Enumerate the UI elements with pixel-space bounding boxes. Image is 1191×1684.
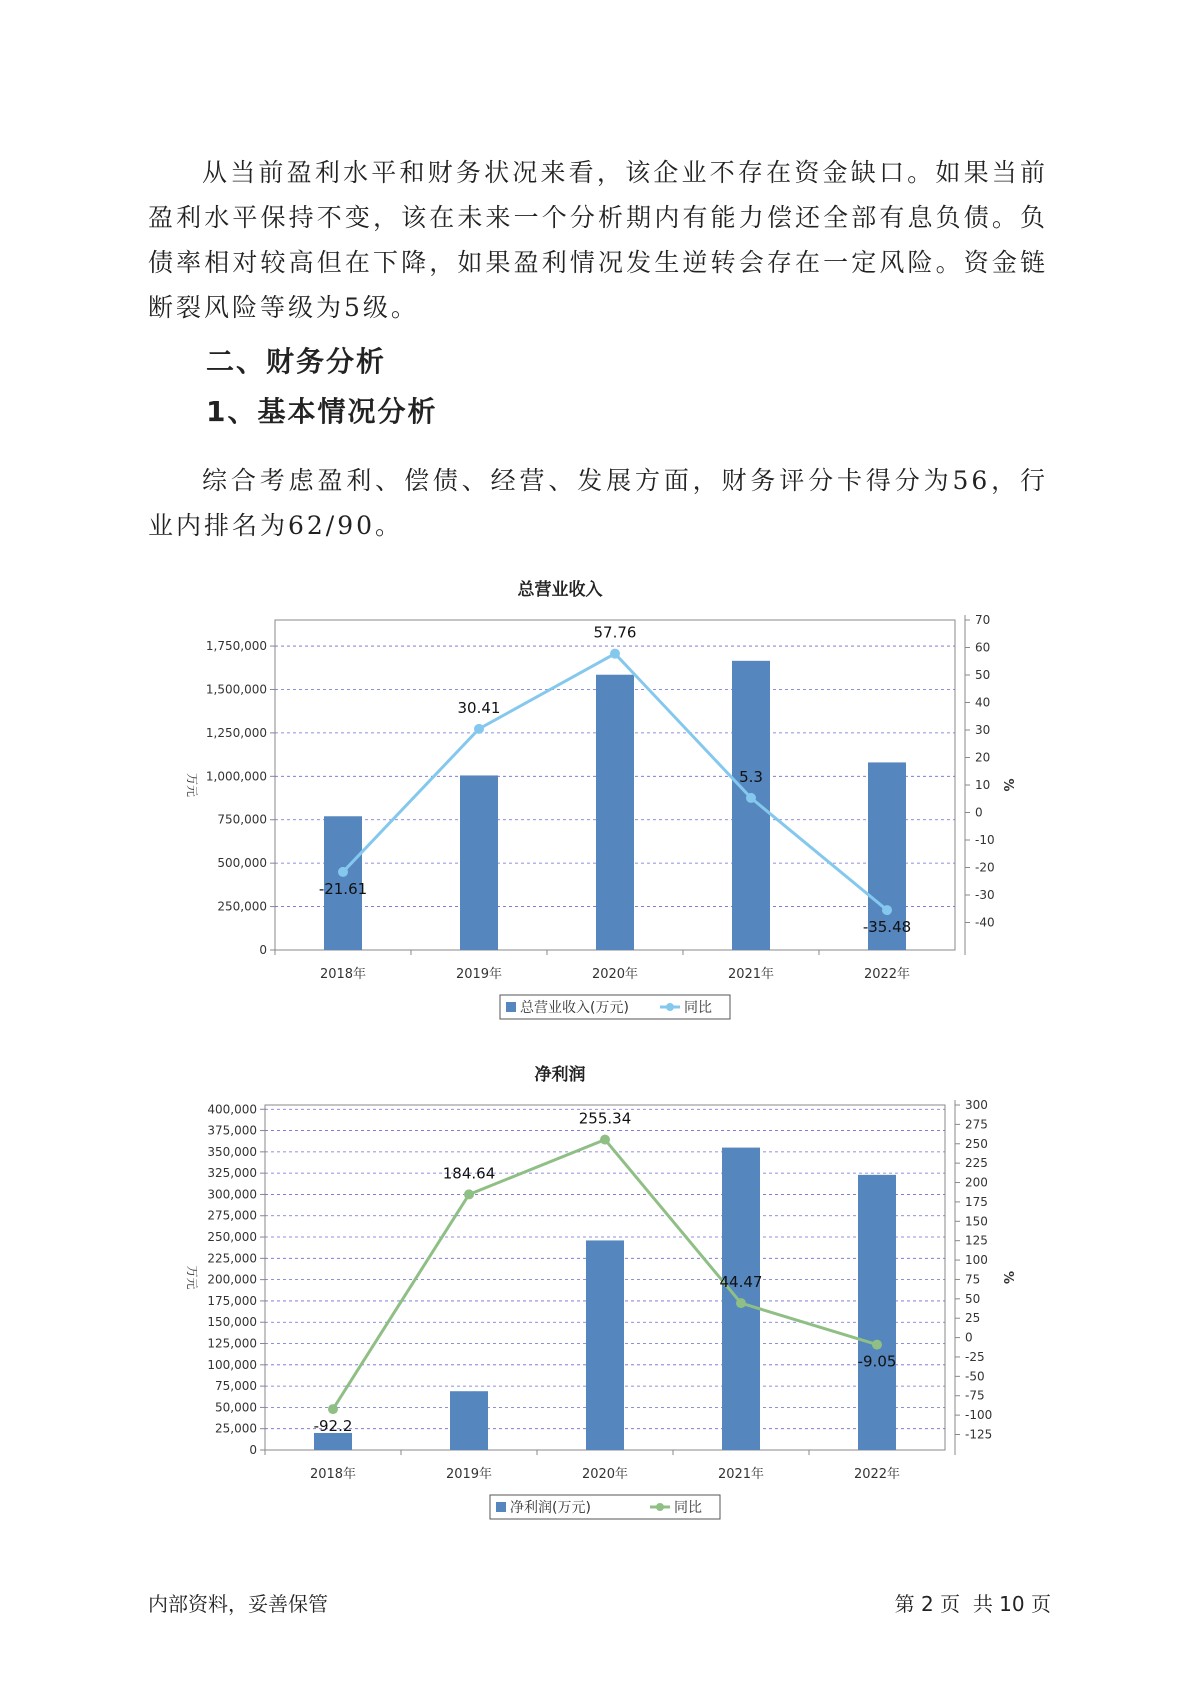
y-tick-label: 175,000 (207, 1293, 257, 1308)
y2-axis-label: % (1000, 1270, 1015, 1285)
y2-tick-label: 150 (965, 1214, 988, 1229)
data-label: 255.34 (578, 1109, 632, 1128)
y2-tick-label: -40 (975, 915, 995, 930)
data-label: 5.3 (739, 767, 763, 786)
y-tick-label: 200,000 (207, 1272, 257, 1287)
y2-tick-label: 200 (965, 1175, 988, 1190)
y2-tick-label: 100 (965, 1253, 988, 1268)
data-label: -21.61 (318, 879, 368, 898)
yoy-point-0 (328, 1404, 338, 1414)
x-tick-label: 2020年 (581, 1467, 629, 1482)
bar-2 (596, 675, 634, 950)
chart-title: 总营业收入 (517, 580, 603, 600)
y2-tick-label: 0 (965, 1330, 973, 1345)
y-tick-label: 250,000 (207, 1230, 257, 1245)
data-label: 57.76 (593, 623, 637, 642)
legend-item-bars: 总营业收入(万元) (520, 1000, 629, 1016)
y2-tick-label: -10 (975, 833, 995, 847)
bar-3 (732, 661, 770, 950)
y2-tick-label: 60 (975, 640, 991, 655)
x-tick-label: 2019年 (445, 1467, 493, 1482)
y-tick-label: 125,000 (207, 1336, 257, 1351)
y-tick-label: 1,250,000 (205, 725, 267, 740)
y-tick-label: 50,000 (215, 1400, 257, 1415)
legend-item-bars: 净利润(万元) (510, 1500, 591, 1516)
bar-1 (460, 775, 498, 950)
y-tick-label: 1,750,000 (205, 639, 267, 654)
y2-tick-label: 10 (975, 778, 991, 792)
bar-2 (586, 1240, 624, 1450)
y2-tick-label: 30 (975, 723, 991, 737)
y-tick-label: 400,000 (207, 1102, 257, 1117)
data-label: 30.41 (457, 698, 501, 717)
y-tick-label: 100,000 (207, 1357, 257, 1372)
bar-4 (858, 1175, 896, 1450)
y-tick-label: 25,000 (215, 1421, 257, 1436)
yoy-point-1 (474, 724, 484, 734)
data-label: 44.47 (719, 1273, 763, 1292)
paragraph-funding: 从当前盈利水平和财务状况来看，该企业不存在资金缺口。如果当前盈利水平保持不变，该在未来一个分析期内有能力偿还全部有息负债。负债率相对较高但在下降，如果盈利情况发生逆转会存在一定风险。资金链断裂风险等级为5级。 (148, 158, 1048, 322)
y2-tick-label: 70 (975, 613, 991, 627)
y2-axis-label: % (1000, 778, 1015, 792)
yoy-point-4 (872, 1340, 882, 1350)
x-tick-label: 2020年 (591, 967, 639, 982)
y2-tick-label: 225 (965, 1156, 988, 1171)
y2-tick-label: -100 (965, 1408, 993, 1423)
subsection-heading-basic-analysis: 1、基本情况分析 (206, 395, 438, 428)
legend-line-marker (656, 1503, 664, 1511)
yoy-point-2 (600, 1135, 610, 1145)
data-label: -9.05 (857, 1352, 897, 1371)
chart-title: 净利润 (534, 1065, 586, 1085)
yoy-point-2 (610, 649, 620, 659)
legend-bar-swatch (496, 1502, 506, 1512)
footer-confidential: 内部资料，妥善保管 (148, 1592, 328, 1616)
y-tick-label: 75,000 (215, 1379, 257, 1394)
legend-bar-swatch (506, 1002, 516, 1012)
paragraph-scorecard: 综合考虑盈利、偿债、经营、发展方面，财务评分卡得分为56，行业内排名为62/90。 (148, 466, 1048, 540)
y2-tick-label: 250 (965, 1136, 988, 1151)
net-profit-chart (0, 1065, 1191, 1545)
y2-tick-label: -125 (965, 1427, 993, 1442)
y2-tick-label: 40 (975, 695, 991, 710)
y-axis-label: 万元 (185, 772, 199, 798)
x-tick-label: 2019年 (455, 967, 503, 982)
y2-tick-label: -20 (975, 860, 995, 875)
y2-tick-label: -75 (965, 1388, 985, 1403)
y-tick-label: 150,000 (207, 1315, 257, 1330)
bar-1 (450, 1391, 488, 1450)
y2-tick-label: 75 (965, 1272, 981, 1287)
x-tick-label: 2022年 (853, 1467, 901, 1482)
x-tick-label: 2018年 (319, 967, 367, 982)
y-tick-label: 325,000 (207, 1166, 257, 1181)
revenue-chart (0, 560, 1191, 1040)
y2-tick-label: 300 (965, 1098, 988, 1112)
y2-tick-label: 275 (965, 1117, 988, 1132)
y-axis-label: 万元 (185, 1265, 199, 1290)
yoy-point-1 (464, 1189, 474, 1199)
yoy-point-3 (746, 793, 756, 803)
y-tick-label: 0 (259, 943, 267, 957)
yoy-point-0 (338, 867, 348, 877)
y2-tick-label: -30 (975, 888, 995, 902)
y-tick-label: 1,500,000 (205, 682, 267, 697)
footer-page-number: 第 2 页 共 10 页 (894, 1592, 1051, 1616)
bar-0 (314, 1433, 352, 1450)
y2-tick-label: -50 (965, 1369, 985, 1384)
y2-tick-label: 175 (965, 1194, 988, 1209)
y2-tick-label: -25 (965, 1349, 985, 1364)
y-tick-label: 250,000 (217, 899, 267, 914)
x-tick-label: 2021年 (717, 1467, 765, 1482)
legend-line-marker (666, 1003, 674, 1011)
yoy-point-3 (736, 1298, 746, 1308)
legend-item-yoy: 同比 (684, 1000, 712, 1016)
y2-tick-label: 25 (965, 1311, 981, 1326)
data-label: 184.64 (442, 1164, 496, 1183)
y-tick-label: 500,000 (217, 856, 267, 871)
x-tick-label: 2021年 (727, 967, 775, 982)
y-tick-label: 750,000 (217, 812, 267, 827)
section-heading-financial-analysis: 二、财务分析 (206, 345, 387, 378)
y2-tick-label: 50 (975, 668, 991, 682)
y-tick-label: 375,000 (207, 1123, 257, 1138)
y2-tick-label: 0 (975, 805, 983, 820)
y-tick-label: 275,000 (207, 1208, 257, 1223)
yoy-point-4 (882, 905, 892, 915)
y2-tick-label: 50 (965, 1291, 981, 1306)
y-tick-label: 1,000,000 (205, 769, 267, 784)
y-tick-label: 300,000 (207, 1187, 257, 1202)
y2-tick-label: 20 (975, 750, 991, 765)
x-tick-label: 2018年 (309, 1467, 357, 1482)
y-tick-label: 0 (249, 1443, 257, 1457)
y-tick-label: 225,000 (207, 1251, 257, 1266)
y-tick-label: 350,000 (207, 1144, 257, 1159)
data-label: -35.48 (862, 918, 912, 937)
x-tick-label: 2022年 (863, 967, 911, 982)
legend-item-yoy: 同比 (674, 1500, 702, 1516)
y2-tick-label: 125 (965, 1233, 988, 1248)
data-label: -92.2 (313, 1417, 353, 1436)
